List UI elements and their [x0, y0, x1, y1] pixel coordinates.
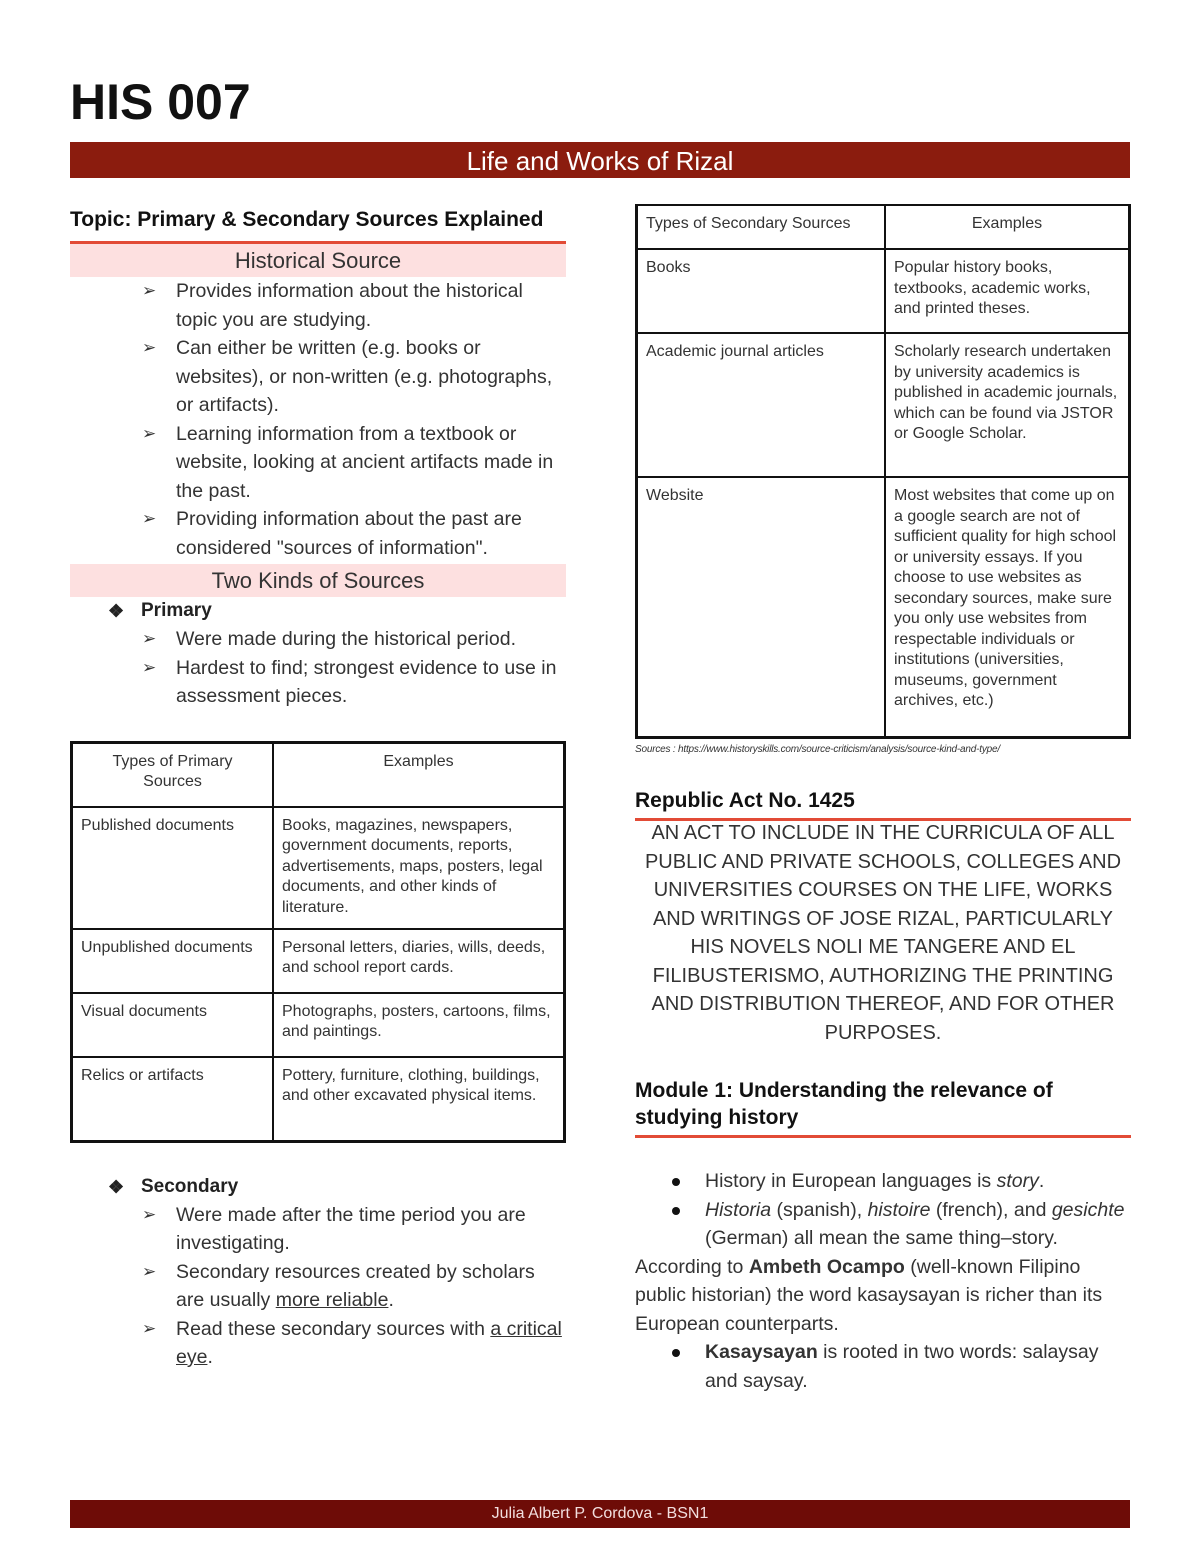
table-row: [637, 333, 1130, 477]
table-cell: Popular history books, textbooks, academic works, and printed theses.: [885, 249, 1130, 333]
table-row: [72, 1057, 565, 1142]
list-item: ➢ Read these secondary sources with a critical eye.: [176, 1315, 566, 1372]
table-cell: Academic journal articles: [637, 333, 886, 477]
ocampo-paragraph: According to Ambeth Ocampo (well-known Filipino public historian) the word kasaysayan is richer than its European counterparts.: [635, 1255, 1103, 1335]
diamond-bullet-icon: ❖: [108, 1176, 125, 1197]
table-cell: Most websites that come up on a google search are not of sufficient quality for high school or university essays. If you choose to use websites as secondary sources, make sure you only use websites from respectable individuals or institutions (universities, museums, government archives, etc.): [885, 477, 1130, 738]
table-cell: Books, magazines, newspapers, government documents, reports, advertisements, maps, posters, legal documents, and other kinds of literature.: [273, 807, 565, 929]
list-item: ➢ Hardest to find; strongest evidence to use in assessment pieces.: [176, 654, 566, 711]
republic-act-title: Republic Act No. 1425: [635, 789, 855, 812]
table-cell: Scholarly research undertaken by university academics is published in academic journals, which can be found via JSTOR or Google Scholar.: [885, 333, 1130, 477]
arrow-bullet-icon: ➢: [142, 338, 157, 357]
diamond-bullet-icon: ❖: [108, 601, 125, 621]
list-item: ➢ Were made during the historical period.: [176, 625, 566, 654]
list-item: ➢ Can either be written (e.g. books or websites), or non-written (e.g. photographs, or artifacts).: [176, 334, 566, 420]
list-item: ➢ Were made after the time period you are investigating.: [176, 1201, 566, 1258]
list-item: ➢ Provides information about the historical topic you are studying.: [176, 277, 566, 334]
left-column: [70, 206, 566, 1372]
list-item: Historia (spanish), histoire (french), and gesichte (German) all mean the same thing–story.: [705, 1196, 1131, 1253]
table-header-cell: Types of Secondary Sources: [637, 205, 886, 249]
course-code-title: HIS 007: [70, 74, 251, 130]
arrow-bullet-icon: ➢: [142, 509, 157, 528]
two-kinds-heading: Two Kinds of Sources: [70, 564, 566, 597]
kasaysayan-list: [635, 1338, 1131, 1395]
arrow-bullet-icon: ➢: [142, 629, 157, 648]
list-item: History in European languages is story.: [705, 1167, 1131, 1196]
secondary-heading: ❖ Secondary: [70, 1173, 566, 1201]
table-row: [72, 807, 565, 929]
arrow-bullet-icon: ➢: [142, 657, 157, 677]
list-item: ➢ Learning information from a textbook or website, looking at ancient artifacts made in the past.: [176, 420, 566, 506]
bullet-dot-icon: [672, 1349, 680, 1357]
list-item: Kasaysayan is rooted in two words: salaysay and saysay.: [705, 1338, 1131, 1395]
arrow-bullet-icon: ➢: [142, 1204, 157, 1224]
table-header-row: [72, 742, 565, 807]
table-cell: Relics or artifacts: [72, 1057, 274, 1142]
table-header-cell: Types of Primary Sources: [72, 742, 274, 807]
table-cell: Pottery, furniture, clothing, buildings, and other excavated physical items.: [273, 1057, 565, 1142]
primary-list: [70, 625, 566, 711]
table-cell: Books: [637, 249, 886, 333]
historical-source-list: [70, 277, 566, 562]
table-row: [72, 993, 565, 1057]
bullet-dot-icon: [672, 1207, 680, 1215]
secondary-list: [70, 1201, 566, 1372]
right-column: [635, 204, 1131, 1395]
sources-note: Sources : https://www.historyskills.com/source-criticism/analysis/source-kind-and-type/: [635, 744, 1000, 755]
arrow-bullet-icon: ➢: [142, 281, 157, 300]
bullet-dot-icon: [672, 1178, 680, 1186]
table-cell: Visual documents: [72, 993, 274, 1057]
table-header-cell: Examples: [885, 205, 1130, 249]
footer-author-bar: Julia Albert P. Cordova - BSN1: [70, 1500, 1130, 1528]
table-cell: Unpublished documents: [72, 929, 274, 993]
table-header-cell: Examples: [273, 742, 565, 807]
topic-heading: Topic: Primary & Secondary Sources Explained: [70, 208, 544, 231]
table-row: [637, 249, 1130, 333]
republic-act-text: AN ACT TO INCLUDE IN THE CURRICULA OF ALL PUBLIC AND PRIVATE SCHOOLS, COLLEGES AND UNIVERSITIES COURSES ON THE LIFE, WORKS AND WRITINGS OF JOSE RIZAL, PARTICULARLY HIS NOVELS NOLI ME TANGERE AND EL FILIBUSTERISMO, AUTHORIZING THE PRINTING AND DISTRIBUTION THEREOF, AND FOR OTHER PURPOSES.: [644, 822, 1122, 1044]
table-row: [72, 929, 565, 993]
table-cell: Personal letters, diaries, wills, deeds, and school report cards.: [273, 929, 565, 993]
table-header-row: [637, 205, 1130, 249]
table-cell: Published documents: [72, 807, 274, 929]
historical-source-heading: Historical Source: [70, 241, 566, 277]
list-item: ➢ Providing information about the past are considered "sources of information".: [176, 505, 566, 562]
list-item: ➢ Secondary resources created by scholars are usually more reliable.: [176, 1258, 566, 1315]
table-cell: Website: [637, 477, 886, 738]
arrow-bullet-icon: ➢: [142, 1261, 157, 1281]
primary-sources-table: [70, 741, 566, 1143]
section-divider: [635, 1135, 1131, 1138]
arrow-bullet-icon: ➢: [142, 423, 157, 443]
course-title-banner: Life and Works of Rizal: [70, 142, 1130, 178]
module1-list: [635, 1167, 1131, 1253]
arrow-bullet-icon: ➢: [142, 1318, 157, 1338]
secondary-sources-table: [635, 204, 1131, 739]
primary-heading: ❖ Primary: [70, 597, 566, 625]
table-row: [637, 477, 1130, 738]
module1-title: Module 1: Understanding the relevance of studying history: [635, 1079, 1053, 1129]
table-cell: Photographs, posters, cartoons, films, and paintings.: [273, 993, 565, 1057]
